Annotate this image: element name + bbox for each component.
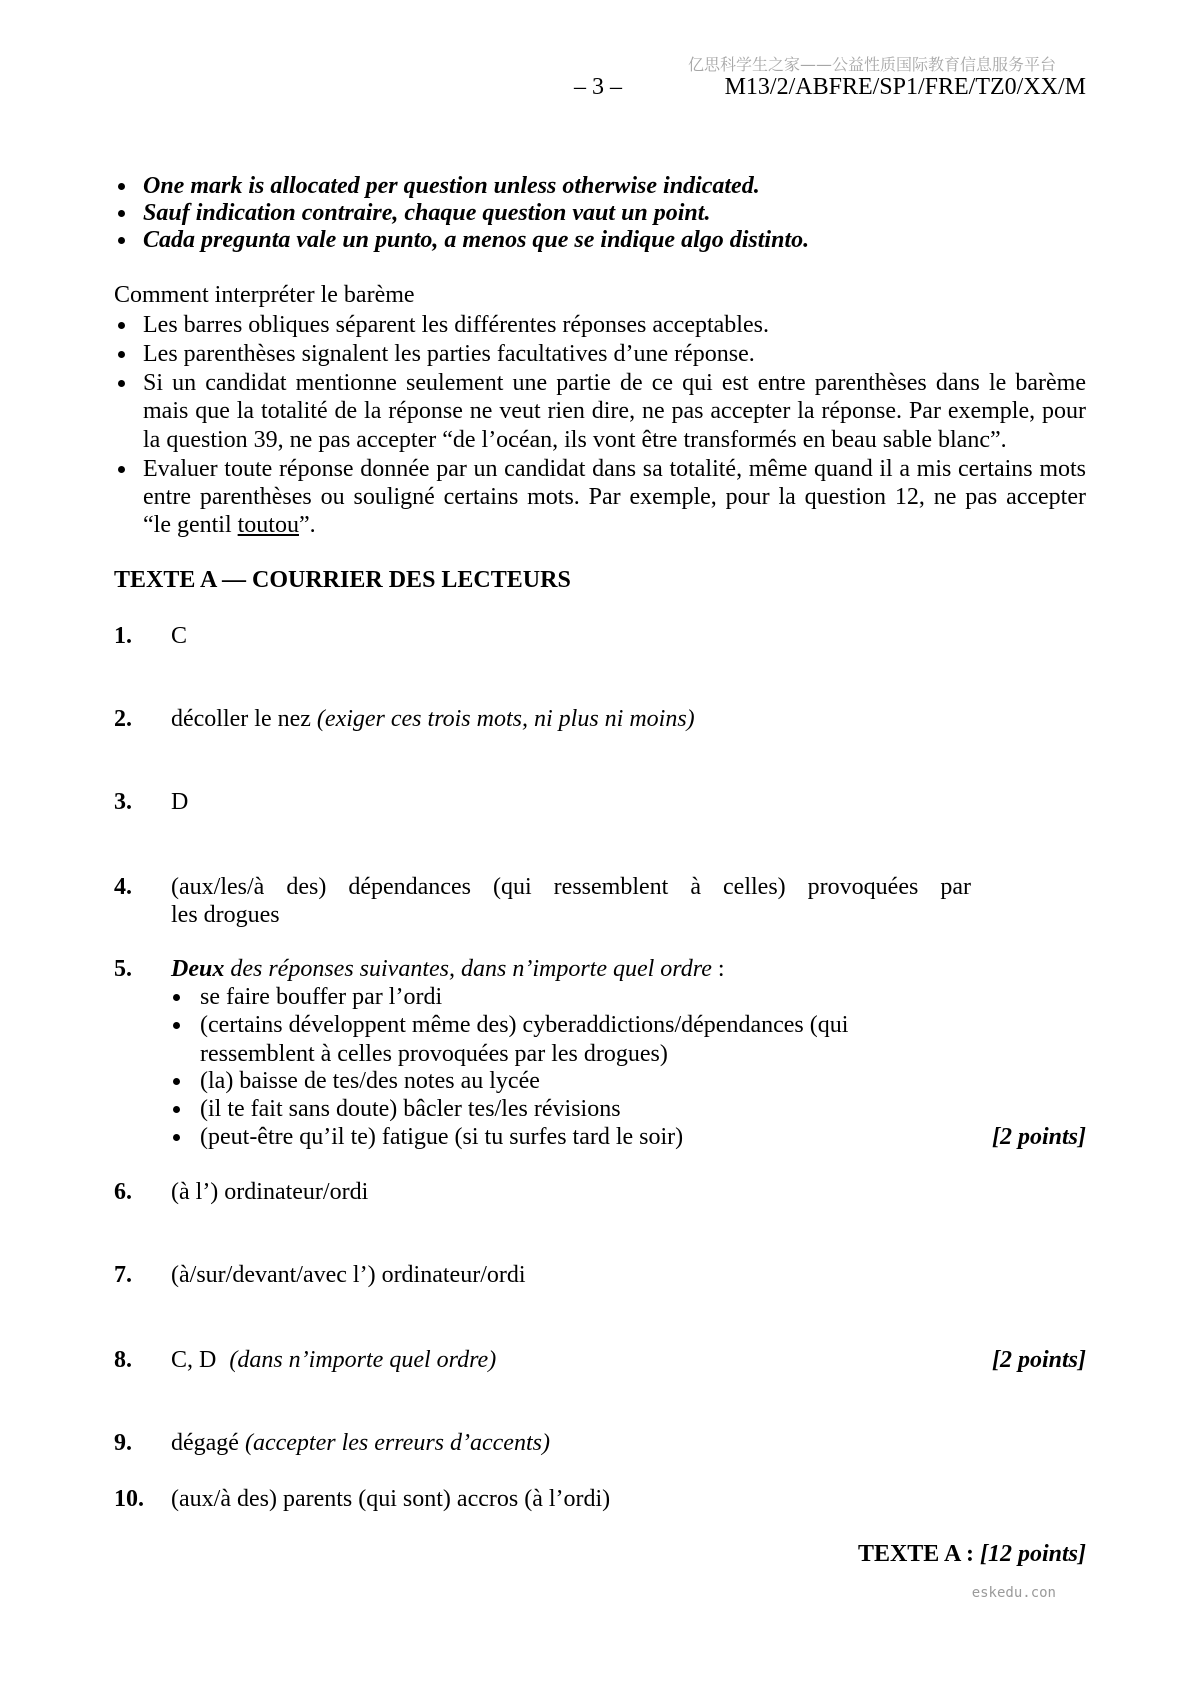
answer-text: D [171,789,189,815]
bullet-icon [118,380,125,387]
question-number: 4. [114,874,132,900]
question-number: 2. [114,706,132,732]
answer-option: (certains développent même des) cyberaddictions/dépendances (qui [200,1012,849,1038]
total-label: TEXTE A : [857,1541,974,1567]
bullet-icon [118,322,125,329]
bullet-icon [173,1078,180,1085]
answer-option-continuation: ressemblent à celles provoquées par les drogues) [200,1041,668,1067]
guide-item-line: entre parenthèses ou souligné certains mots. Par exemple, pour la question 12, ne pas accepter [143,484,1086,510]
question-number: 9. [114,1430,132,1456]
answer-instruction [171,955,725,983]
bullet-icon [173,1022,180,1029]
answer-value: dégagé [171,1430,239,1456]
answer-text: (à l’) ordinateur/ordi [171,1179,369,1205]
answer-note: (accepter les erreurs d’accents) [244,1430,550,1456]
instruction-text: des réponses suivantes, dans n’importe quel ordre [230,956,712,982]
answer-text: (à/sur/devant/avec l’) ordinateur/ordi [171,1262,526,1288]
answer-text [171,1346,496,1374]
question-number: 1. [114,623,132,649]
question-number: 10. [114,1486,144,1512]
guide-item: Les barres obliques séparent les différentes réponses acceptables. [143,312,769,338]
points-value: [2 points] [991,1124,1086,1150]
instruction-emphasis: Deux [171,956,225,982]
bullet-icon [173,1134,180,1141]
question-number: 3. [114,789,132,815]
guide-item-line [143,511,316,539]
question-number: 5. [114,956,132,982]
section-title: TEXTE A — COURRIER DES LECTEURS [114,567,571,593]
watermark-bottom: eskedu.con [971,1585,1056,1601]
bullet-icon [118,351,125,358]
question-number: 7. [114,1262,132,1288]
points-value: [2 points] [991,1347,1086,1373]
bullet-icon [173,994,180,1001]
question-number: 6. [114,1179,132,1205]
guide-heading: Comment interpréter le barème [114,282,415,308]
watermark-top: 亿思科学生之家——公益性质国际教育信息服务平台 [687,55,1056,74]
bullet-icon [118,237,125,244]
answer-text-line: (aux/les/à des) dépendances (qui ressemblent à celles) provoquées par [171,874,971,900]
answer-text: C [171,623,188,649]
marking-note: One mark is allocated per question unless otherwise indicated. [143,173,760,199]
example-text: “le gentil [143,512,232,538]
answer-value: décoller le nez [171,706,311,732]
answer-text [171,705,695,733]
guide-item-line: Evaluer toute réponse donnée par un candidat dans sa totalité, même quand il a mis certains mots [143,456,1086,482]
underlined-example-word: toutou [237,512,299,538]
bullet-icon [118,210,125,217]
marking-note: Sauf indication contraire, chaque question vaut un point. [143,200,711,226]
example-text-end: ”. [298,512,316,538]
answer-note: (exiger ces trois mots, ni plus ni moins) [316,706,695,732]
total-points: [12 points] [979,1541,1086,1567]
answer-option: (la) baisse de tes/des notes au lycée [200,1068,540,1094]
answer-option: (il te fait sans doute) bâcler tes/les révisions [200,1096,621,1122]
answer-option: se faire bouffer par l’ordi [200,984,443,1010]
marking-note: Cada pregunta vale un punto, a menos que se indique algo distinto. [143,227,810,253]
bullet-icon [173,1106,180,1113]
page-number: – 3 – [574,74,622,100]
bullet-icon [118,183,125,190]
answer-note: (dans n’importe quel ordre) [229,1347,497,1373]
guide-item-line: la question 39, ne pas accepter “de l’océan, ils vont être transformés en beau sable blanc”. [143,427,1007,453]
guide-item-line: Si un candidat mentionne seulement une partie de ce qui est entre parenthèses dans le barème [143,370,1086,396]
answer-text: (aux/à des) parents (qui sont) accros (à l’ordi) [171,1486,611,1512]
guide-item-line: mais que la totalité de la réponse ne veut rien dire, ne pas accepter la réponse. Par exemple, pour [143,398,1086,424]
answer-value: C, D [171,1347,217,1373]
document-code: M13/2/ABFRE/SP1/FRE/TZ0/XX/M [724,74,1086,100]
instruction-colon: : [717,956,725,982]
bullet-icon [118,466,125,473]
section-total [858,1540,1086,1568]
answer-text [171,1429,550,1457]
question-number: 8. [114,1347,132,1373]
guide-item: Les parenthèses signalent les parties facultatives d’une réponse. [143,341,755,367]
answer-text-line: les drogues [171,902,280,928]
answer-option: (peut-être qu’il te) fatigue (si tu surfes tard le soir) [200,1124,684,1150]
